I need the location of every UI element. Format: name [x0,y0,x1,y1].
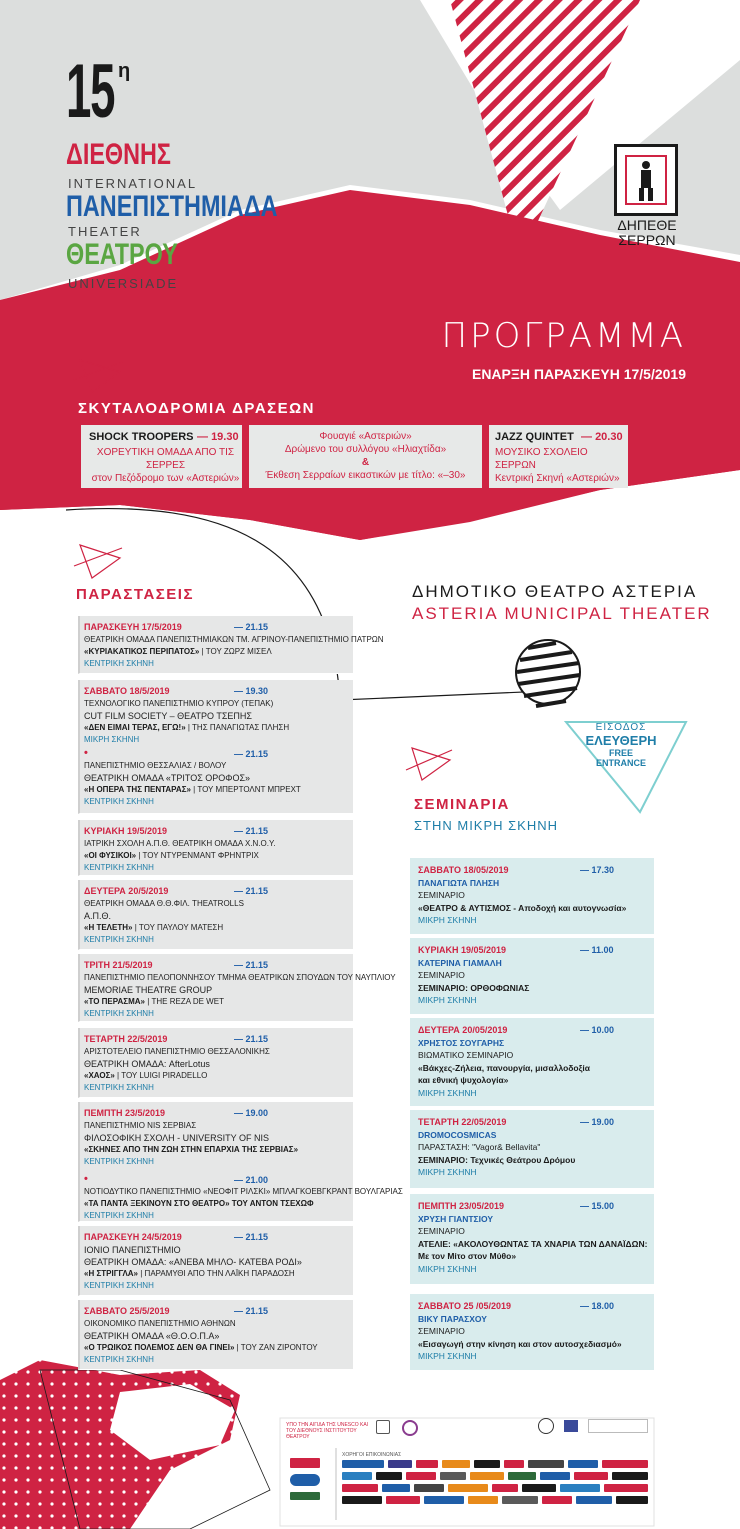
seminaria-subtitle: ΣΤΗΝ ΜΙΚΡΗ ΣΚΗΝΗ [414,818,559,833]
seminar-day: ΤΕΤΑΡΤΗ 22/05/2019 [418,1117,507,1127]
card-group: ΦΙΛΟΣΟΦΙΚΗ ΣΧΟΛΗ - UNIVERSITY OF NIS [84,1133,270,1143]
seminar-day: ΚΥΡΙΑΚΗ 19/05/2019 [418,945,507,955]
media-logo-icon [504,1460,524,1468]
seminar-time: — 19.00 [580,1117,615,1127]
card-author: THE REZA DE WET [151,997,224,1006]
seminar-title: «Βάκχες-Ζήλεια, πανουργία, μισαλλοδοξία [418,1062,590,1073]
media-logo-icon [602,1460,648,1468]
media-logo-icon [612,1472,648,1480]
seminar-type: ΣΕΜΙΝΑΡΙΟ [418,890,465,900]
media-logo-icon [522,1484,556,1492]
card-author: ΤΟΥ LUIGI PIRADELLO [121,1071,208,1080]
card-group: MEMORIAE THEATRE GROUP [84,985,213,995]
media-logo-icon [470,1472,504,1480]
card-day: ΠΕΜΠΤΗ 23/5/2019 [84,1108,166,1118]
media-logo-icon [616,1496,648,1504]
left-sponsor-logos [286,1456,328,1518]
seminar-time: — 17.30 [580,865,615,875]
activity-2-line3: & [361,457,370,468]
media-logo-icon [560,1484,600,1492]
dipethe-logo-icon [614,144,678,216]
card-day: ΣΑΒΒΑΤΟ 18/5/2019 [84,686,170,696]
media-logo-icon [492,1484,518,1492]
seminar-stage: ΜΙΚΡΗ ΣΚΗΝΗ [418,915,477,925]
card-author-2: ΤΟΥ ΜΠΕΡΤΟΛΝΤ ΜΠΡΕΧΤ [197,785,301,794]
media-sponsor-logos [342,1460,652,1520]
performance-card: ΠΑΡΑΣΚΕΥΗ 24/5/2019 — 21.15 ΙΟΝΙΟ ΠΑΝΕΠΙΣΤΗΜΙΟ ΘΕΑΤΡΙΚΗ ΟΜΑΔΑ: «ΑΝΕΒΑ ΜΗΛΟ- ΚΑΤΕΒΑ ΡΟΔΙ» «Η ΣΤΡΙΓΓΛΑ» | ΠΑΡΑΜΥΘΙ ΑΠΟ ΤΗΝ ΛΑΪΚΗ ΠΑΡΑΔΟΣΗ ΚΕΝΤΡΙΚΗ ΣΚΗΝΗ [78,1226,353,1296]
title-line2-text: ΠΑΝΕΠΙΣΤΗΜΙΑΔΑ [66,190,278,223]
media-logo-icon [386,1496,420,1504]
seminar-card [408,1294,654,1370]
card-play: «ΣΚΗΝΕΣ ΑΠΟ ΤΗΝ ΖΩΗ ΣΤΗΝ ΕΠΑΡΧΙΑ ΤΗΣ ΣΕΡΒΙΑΣ» [84,1145,299,1154]
seminar-stage: ΜΙΚΡΗ ΣΚΗΝΗ [418,1087,477,1098]
media-logo-icon [502,1496,538,1504]
bullet-dot: • [84,747,88,759]
media-logo-icon [376,1472,402,1480]
entrance-line4: ENTRANCE [595,758,646,768]
card-time: — 21.15 [234,622,269,632]
performance-card: ΠΑΡΑΣΚΕΥΗ 17/5/2019 — 21.15 ΘΕΑΤΡΙΚΗ ΟΜΑΔΑ ΠΑΝΕΠΙΣΤΗΜΙΑΚΩΝ ΤΜ. ΑΓΡΙΝΟΥ-ΠΑΝΕΠΙΣΤΗΜΙΟ ΠΑΤΡΩΝ «ΚΥΡΙΑΚΑΤΙΚΟΣ ΠΕΡΙΠΑΤΟΣ» | ΤΟΥ ΖΩΡΖ ΜΙΣΕΛ ΚΕΝΤΡΙΚΗ ΣΚΗΝΗ [78,616,353,674]
entrance-line3: FREE [608,748,633,758]
card-org: ΘΕΑΤΡΙΚΗ ΟΜΑΔΑ Θ.Θ.ΦΙΛ. THEATROLLS [84,899,244,908]
entrance-line2: ΕΛΕΥΘΕΡΗ [585,733,657,748]
activity-2-line4: Έκθεση Σερραίων εικαστικών με τίτλο: «–30» [265,470,466,481]
card-group: Α.Π.Θ. [84,911,112,921]
title-line3-en: UNIVERSIADE [68,276,179,291]
card-stage: ΚΕΝΤΡΙΚΗ ΣΚΗΝΗ [84,1009,154,1018]
seminar-day: ΣΑΒΒΑΤΟ 25 /05/2019 [418,1301,512,1311]
seminar-title: ΣΕΜΙΝΑΡΙΟ: ΟΡΘΟΦΩΝΙΑΣ [418,982,530,993]
seminar-day: ΠΕΜΠΤΗ 23/05/2019 [418,1201,505,1211]
activity-3-line1: ΜΟΥΣΙΚΟ ΣΧΟΛΕΙΟ ΣΕΡΡΩΝ [495,447,588,471]
activity-box-1 [78,425,242,488]
card-stage: ΚΕΝΤΡΙΚΗ ΣΚΗΝΗ [84,1083,154,1092]
card-time: — 21.15 [234,886,269,896]
seminar-type: ΣΕΜΙΝΑΡΙΟ [418,1226,465,1236]
media-logo-icon [406,1472,436,1480]
activity-3-head: JAZZ QUINTET [495,431,574,443]
media-logo-icon [440,1472,466,1480]
seminar-card [408,1018,654,1106]
title-line1-text: ΔΙΕΘΝΗΣ [66,138,171,171]
seminar-title-line2: και εθνική ψυχολογία» [418,1075,509,1085]
seminar-time: — 18.00 [580,1301,615,1311]
media-logo-icon [424,1496,464,1504]
seminar-stage: ΜΙΚΡΗ ΣΚΗΝΗ [418,1351,477,1361]
seminar-time: — 15.00 [580,1201,615,1211]
seminar-name: ΒΙΚΥ ΠΑΡΑΣΧΟΥ [418,1313,487,1324]
unesco-logo-icon [376,1420,390,1434]
title-line2-en: THEATER [68,224,142,239]
media-logo-icon [568,1460,598,1468]
card-stage: ΚΕΝΤΡΙΚΗ ΣΚΗΝΗ [84,863,154,872]
card-day: ΤΕΤΑΡΤΗ 22/5/2019 [84,1034,168,1044]
seminar-card [408,1110,654,1188]
card-org: ΙΑΤΡΙΚΗ ΣΧΟΛΗ Α.Π.Θ. ΘΕΑΤΡΙΚΗ ΟΜΑΔΑ Χ.Ν.Ο.Υ. [84,839,276,848]
venue-english: ASTERIA MUNICIPAL THEATER [412,604,712,623]
activity-1-line1: ΧΟΡΕΥΤΙΚΗ ΟΜΑΔΑ ΑΠΟ ΤΙΣ ΣΕΡΡΕΣ [96,447,235,471]
seminar-title: «ΘΕΑΤΡΟ & ΑΥΤΙΣΜΟΣ - Αποδοχή και αυτογνωσία» [418,902,627,913]
seminar-name: ΧΡΗΣΤΟΣ ΣΟΥΓΑΡΗΣ [418,1037,505,1048]
card-group: CUT FILM SOCIETY – ΘΕΑΤΡΟ ΤΣΕΠΗΣ [84,711,252,721]
media-logo-icon [604,1484,648,1492]
seminar-card [408,938,654,1014]
seminar-type: ΣΕΜΙΝΑΡΙΟ [418,1326,465,1336]
bullet-dot: • [84,1173,88,1185]
activity-1-head: SHOCK TROOPERS [89,431,194,443]
activity-box-3 [486,425,628,488]
card-group-2: ΘΕΑΤΡΙΚΗ ΟΜΑΔΑ «ΤΡΙΤΟΣ ΟΡΟΦΟΣ» [84,773,251,783]
card-org: ΙΟΝΙΟ ΠΑΝΕΠΙΣΤΗΜΙΟ [84,1245,181,1255]
seminar-day: ΣΑΒΒΑΤΟ 18/05/2019 [418,865,509,875]
card-stage: ΚΕΝΤΡΙΚΗ ΣΚΗΝΗ [84,935,154,944]
iti-logo-icon [402,1420,418,1436]
card-day: ΣΑΒΒΑΤΟ 25/5/2019 [84,1306,170,1316]
media-logo-icon [576,1496,612,1504]
media-logo-icon [542,1496,572,1504]
media-logo-icon [468,1496,498,1504]
card-play: «Η ΣΤΡΙΓΓΛΑ» [84,1269,139,1278]
media-logo-icon [342,1472,372,1480]
media-logo-icon [540,1472,570,1480]
performance-card: ΣΑΒΒΑΤΟ 18/5/2019 — 19.30 ΤΕΧΝΟΛΟΓΙΚΟ ΠΑΝΕΠΙΣΤΗΜΙΟ ΚΥΠΡΟΥ (ΤΕΠΑΚ) CUT FILM SOCIETY – ΘΕΑΤΡΟ ΤΣΕΠΗΣ «ΔΕΝ ΕΙΜΑΙ ΤΕΡΑΣ, ΕΓΩ!» | ΤΗΣ ΠΑΝΑΓΙΩΤΑΣ ΠΛΗΣΗ ΜΙΚΡΗ ΣΚΗΝΗ • — 21.15 ΠΑΝΕΠΙΣΤΗΜΙΟ ΘΕΣΣΑΛΙΑΣ / ΒΟΛΟΥ ΘΕΑΤΡΙΚΗ ΟΜΑΔΑ «ΤΡΙΤΟΣ ΟΡΟΦΟΣ» «Η ΟΠΕΡΑ ΤΗΣ ΠΕΝΤΑΡΑΣ» | ΤΟΥ ΜΠΕΡΤΟΛΝΤ ΜΠΡΕΧΤ ΚΕΝΤΡΙΚΗ ΣΚΗΝΗ [78,680,353,814]
seminar-time: — 10.00 [580,1025,615,1035]
card-stage: ΜΙΚΡΗ ΣΚΗΝΗ [84,735,140,744]
seminar-title: ΑΤΕΛΙΕ: «ΑΚΟΛΟΥΘΩΝΤΑΣ ΤΑ ΧΝΑΡΙΑ ΤΩΝ ΔΑΝΑΪΔΩΝ: [418,1238,648,1249]
seminar-card [408,858,654,934]
seminaria-title: ΣΕΜΙΝΑΡΙΑ [414,796,510,813]
activity-1-line2: στον Πεζόδρομο των «Αστεριών» [91,473,240,484]
seminar-card [408,1194,654,1284]
card-time-2: — 21.00 [234,1175,269,1185]
seminar-type: ΣΕΜΙΝΑΡΙΟ [418,970,465,980]
edition-number: 15 [66,49,115,134]
logo-text-line1: ΔΗΠΕΘΕ [617,217,677,233]
card-time: — 21.15 [234,960,269,970]
seminar-stage: ΜΙΚΡΗ ΣΚΗΝΗ [418,1167,477,1177]
media-logo-icon [342,1496,382,1504]
media-logo-icon [574,1472,608,1480]
university-seal-icon [538,1418,554,1434]
free-entrance-badge [566,722,676,768]
media-logo-icon [508,1472,536,1480]
card-time-2: — 21.15 [234,749,269,759]
entrance-line1: ΕΙΣΟΔΟΣ [595,722,647,733]
seminar-title: ΣΕΜΙΝΑΡΙΟ: Τεχνικές Θεάτρου Δρόμου [418,1154,576,1165]
title-line2 [66,192,278,222]
card-play: «Ο ΤΡΩΙΚΟΣ ΠΟΛΕΜΟΣ ΔΕΝ ΘΑ ΓΙΝΕΙ» [84,1343,235,1352]
media-logo-icon [474,1460,500,1468]
card-org-2: ΠΑΝΕΠΙΣΤΗΜΙΟ ΘΕΣΣΑΛΙΑΣ / ΒΟΛΟΥ [84,761,227,770]
card-group: ΘΕΑΤΡΙΚΗ ΟΜΑΔΑ: AfterLotus [84,1059,210,1069]
parastaseis-title: ΠΑΡΑΣΤΑΣΕΙΣ [76,586,194,603]
activity-3-line2: Κεντρική Σκηνή «Αστεριών» [495,473,620,484]
activity-1-time: — 19.30 [197,431,239,443]
card-stage-2: ΚΕΝΤΡΙΚΗ ΣΚΗΝΗ [84,1211,154,1220]
card-play: «ΤΟ ΠΕΡΑΣΜΑ» [84,997,145,1006]
card-time: — 19.00 [234,1108,269,1118]
card-play: «Η ΤΕΛΕΤΗ» [84,923,133,932]
performance-card: ΤΕΤΑΡΤΗ 22/5/2019 — 21.15 ΑΡΙΣΤΟΤΕΛΕΙΟ ΠΑΝΕΠΙΣΤΗΜΙΟ ΘΕΣΣΑΛΟΝΙΚΗΣ ΘΕΑΤΡΙΚΗ ΟΜΑΔΑ: AfterLotus «ΧΑΟΣ» | ΤΟΥ LUIGI PIRADELLO ΚΕΝΤΡΙΚΗ ΣΚΗΝΗ [78,1028,353,1098]
card-time: — 21.15 [234,1232,269,1242]
media-logo-icon [448,1484,488,1492]
media-label: ΧΟΡΗΓΟΙ ΕΠΙΚΟΙΝΩΝΙΑΣ [342,1452,402,1458]
seminar-name: DROMOCOSMICAS [418,1129,497,1140]
seminar-stage: ΜΙΚΡΗ ΣΚΗΝΗ [418,995,477,1005]
card-author: ΤΟΥ ΝΤΥΡΕΝΜΑΝΤ ΦΡΗΝΤΡΙΧ [142,851,259,860]
card-org: ΠΑΝΕΠΙΣΤΗΜΙΟ NIS ΣΕΡΒΙΑΣ [84,1121,197,1130]
title-line1 [66,140,171,170]
card-author: ΤΟΥ ΠΑΥΛΟΥ ΜΑΤΕΣΗ [138,923,224,932]
activity-box-2 [246,425,482,488]
card-stage-2: ΚΕΝΤΡΙΚΗ ΣΚΗΝΗ [84,797,154,806]
card-group: ΘΕΑΤΡΙΚΗ ΟΜΑΔΑ: «ΑΝΕΒΑ ΜΗΛΟ- ΚΑΤΕΒΑ ΡΟΔΙ» [84,1257,302,1267]
media-logo-icon [416,1460,438,1468]
eu-flag-icon [564,1420,578,1432]
sponsor-logo-icon [290,1492,320,1500]
card-org-2: ΝΟΤΙΟΔΥΤΙΚΟ ΠΑΝΕΠΙΣΤΗΜΙΟ «ΝΕΟΦΙΤ ΡΙΛΣΚΙ» ΜΠΛΑΓΚΟΕΒΓΚΡΑΝΤ ΒΟΥΛΓΑΡΙΑΣ [84,1187,403,1196]
edition-superscript: η [118,60,131,82]
seminar-stage: ΜΙΚΡΗ ΣΚΗΝΗ [418,1263,477,1274]
performance-card [78,1102,403,1222]
seminar-name: ΠΑΝΑΓΙΩΤΑ ΠΛΗΣΗ [418,877,500,888]
card-stage: ΚΕΝΤΡΙΚΗ ΣΚΗΝΗ [84,659,154,668]
logo-text [604,218,690,248]
media-logo-icon [342,1484,378,1492]
region-logo-icon [588,1419,648,1433]
card-stage: ΚΕΝΤΡΙΚΗ ΣΚΗΝΗ [84,1281,154,1290]
activity-2-line2: Δρώμενο του συλλόγου «Ηλιαχτίδα» [284,444,447,455]
card-play-2: «Η ΟΠΕΡΑ ΤΗΣ ΠΕΝΤΑΡΑΣ» [84,785,191,794]
card-play-2: «ΤΑ ΠΑΝΤΑ ΞΕΚΙΝΟΥΝ ΣΤΟ ΘΕΑΤΡΟ» ΤΟΥ ΑΝΤΟΝ ΤΣΕΧΩΦ [84,1199,314,1208]
performance-card: ΣΑΒΒΑΤΟ 25/5/2019 — 21.15 ΟΙΚΟΝΟΜΙΚΟ ΠΑΝΕΠΙΣΤΗΜΙΟ ΑΘΗΝΩΝ ΘΕΑΤΡΙΚΗ ΟΜΑΔΑ «Θ.Ο.Ο.Π.Α» «Ο ΤΡΩΙΚΟΣ ΠΟΛΕΜΟΣ ΔΕΝ ΘΑ ΓΙΝΕΙ» | ΤΟΥ ΖΑΝ ΖΙΡΟΝΤΟΥ ΚΕΝΤΡΙΚΗ ΣΚΗΝΗ [78,1300,353,1370]
sponsor-logo-icon [290,1458,320,1468]
card-author: ΤΗΣ ΠΑΝΑΓΙΩΤΑΣ ΠΛΗΣΗ [192,723,290,732]
media-logo-icon [382,1484,410,1492]
card-stage: ΚΕΝΤΡΙΚΗ ΣΚΗΝΗ [84,1355,154,1364]
card-play: «ΔΕΝ ΕΙΜΑΙ ΤΕΡΑΣ, ΕΓΩ!» [84,723,186,732]
card-day: ΔΕΥΤΕΡΑ 20/5/2019 [84,886,169,896]
card-org: ΤΕΧΝΟΛΟΓΙΚΟ ΠΑΝΕΠΙΣΤΗΜΙΟ ΚΥΠΡΟΥ (ΤΕΠΑΚ) [84,699,274,708]
card-author: ΠΑΡΑΜΥΘΙ ΑΠΟ ΤΗΝ ΛΑΪΚΗ ΠΑΡΑΔΟΣΗ [144,1269,295,1278]
title-line3 [66,240,178,270]
seminar-name: ΧΡΥΣΗ ΓΙΑΝΤΣΙΟΥ [418,1213,494,1224]
card-author: ΤΟΥ ΖΩΡΖ ΜΙΣΕΛ [205,647,272,656]
card-stage: ΚΕΝΤΡΙΚΗ ΣΚΗΝΗ [84,1157,154,1166]
media-logo-icon [388,1460,412,1468]
programma-start: ΕΝΑΡΞΗ ΠΑΡΑΣΚΕΥΗ 17/5/2019 [471,366,686,382]
card-play: «ΟΙ ΦΥΣΙΚΟΙ» [84,851,137,860]
title-line3-text: ΘΕΑΤΡΟΥ [66,238,178,271]
card-org: ΟΙΚΟΝΟΜΙΚΟ ΠΑΝΕΠΙΣΤΗΜΙΟ ΑΘΗΝΩΝ [84,1319,236,1328]
programma-title: ΠΡΟΓΡΑΜΜΑ [441,316,686,356]
venue-greek: ΔΗΜΟΤΙΚΟ ΘΕΑΤΡΟ ΑΣΤΕΡΙΑ [412,582,698,601]
card-day: ΤΡΙΤΗ 21/5/2019 [84,960,153,970]
activity-3-time: — 20.30 [581,431,623,443]
card-time: — 19.30 [234,686,269,696]
card-day: ΠΑΡΑΣΚΕΥΗ 17/5/2019 [84,622,182,632]
performance-card: ΤΡΙΤΗ 21/5/2019 — 21.15 ΠΑΝΕΠΙΣΤΗΜΙΟ ΠΕΛΟΠΟΝΝΗΣΟΥ ΤΜΗΜΑ ΘΕΑΤΡΙΚΩΝ ΣΠΟΥΔΩΝ ΤΟΥ ΝΑΥΠΛΙΟΥ MEMORIAE THEATRE GROUP «ΤΟ ΠΕΡΑΣΜΑ» | THE REZA DE WET ΚΕΝΤΡΙΚΗ ΣΚΗΝΗ [78,954,353,1022]
card-day: ΠΑΡΑΣΚΕΥΗ 24/5/2019 [84,1232,182,1242]
media-logo-icon [342,1460,384,1468]
seminar-type: ΒΙΩΜΑΤΙΚΟ ΣΕΜΙΝΑΡΙΟ [418,1050,514,1060]
seminar-time: — 11.00 [580,945,614,955]
media-logo-icon [414,1484,444,1492]
card-time: — 21.15 [234,1306,269,1316]
media-logo-icon [442,1460,470,1468]
title-line1-en: INTERNATIONAL [68,176,198,191]
seminar-name: ΚΑΤΕΡΙΝΑ ΓΙΑΜΑΛΗ [418,957,502,968]
card-org: ΠΑΝΕΠΙΣΤΗΜΙΟ ΠΕΛΟΠΟΝΝΗΣΟΥ ΤΜΗΜΑ ΘΕΑΤΡΙΚΩΝ ΣΠΟΥΔΩΝ ΤΟΥ ΝΑΥΠΛΙΟΥ [84,973,396,982]
card-group: ΘΕΑΤΡΙΚΗ ΟΜΑΔΑ «Θ.Ο.Ο.Π.Α» [84,1331,220,1341]
card-org: ΑΡΙΣΤΟΤΕΛΕΙΟ ΠΑΝΕΠΙΣΤΗΜΙΟ ΘΕΣΣΑΛΟΝΙΚΗΣ [84,1047,270,1056]
performance-card: ΔΕΥΤΕΡΑ 20/5/2019 — 21.15 ΘΕΑΤΡΙΚΗ ΟΜΑΔΑ Θ.Θ.ΦΙΛ. THEATROLLS Α.Π.Θ. «Η ΤΕΛΕΤΗ» | ΤΟΥ ΠΑΥΛΟΥ ΜΑΤΕΣΗ ΚΕΝΤΡΙΚΗ ΣΚΗΝΗ [78,880,353,950]
performance-card: ΚΥΡΙΑΚΗ 19/5/2019 — 21.15 ΙΑΤΡΙΚΗ ΣΧΟΛΗ Α.Π.Θ. ΘΕΑΤΡΙΚΗ ΟΜΑΔΑ Χ.Ν.Ο.Υ. «ΟΙ ΦΥΣΙΚΟΙ» | ΤΟΥ ΝΤΥΡΕΝΜΑΝΤ ΦΡΗΝΤΡΙΧ ΚΕΝΤΡΙΚΗ ΣΚΗΝΗ [78,820,353,876]
media-logo-icon [528,1460,564,1468]
card-play: «ΧΑΟΣ» [84,1071,115,1080]
card-author: ΤΟΥ ΖΑΝ ΖΙΡΟΝΤΟΥ [240,1343,318,1352]
card-play: «ΚΥΡΙΑΚΑΤΙΚΟΣ ΠΕΡΙΠΑΤΟΣ» [84,647,200,656]
seminar-day: ΔΕΥΤΕΡΑ 20/05/2019 [418,1025,508,1035]
card-time: — 21.15 [234,826,269,836]
card-org: ΘΕΑΤΡΙΚΗ ΟΜΑΔΑ ΠΑΝΕΠΙΣΤΗΜΙΑΚΩΝ ΤΜ. ΑΓΡΙΝΟΥ-ΠΑΝΕΠΙΣΤΗΜΙΟ ΠΑΤΡΩΝ [84,635,384,644]
skytalodromia-title: ΣΚΥΤΑΛΟΔΡΟΜΙΑ ΔΡΑΣΕΩΝ [78,400,316,417]
seminar-type: ΠΑΡΑΣΤΑΣΗ: "Vagor& Bellavita" [418,1142,541,1152]
seminar-title: «Εισαγωγή στην κίνηση και στον αυτοσχεδιασμό» [418,1338,622,1349]
sponsor-note: ΥΠΟ ΤΗΝ ΑΙΓΙΔΑ ΤΗΣ UNESCO ΚΑΙ ΤΟΥ ΔΙΕΘΝΟΥΣ ΙΝΣΤΙΤΟΥΤΟΥ ΘΕΑΤΡΟΥ [286,1422,369,1440]
activity-2-line1: Φουαγιέ «Αστεριών» [319,431,412,442]
logo-text-line2: ΣΕΡΡΩΝ [618,232,676,248]
card-day: ΚΥΡΙΑΚΗ 19/5/2019 [84,826,168,836]
card-time: — 21.15 [234,1034,269,1044]
seminar-title-line2: Με τον Μίτο στον Μύθο» [418,1251,517,1261]
sponsor-logo-icon [290,1474,320,1486]
